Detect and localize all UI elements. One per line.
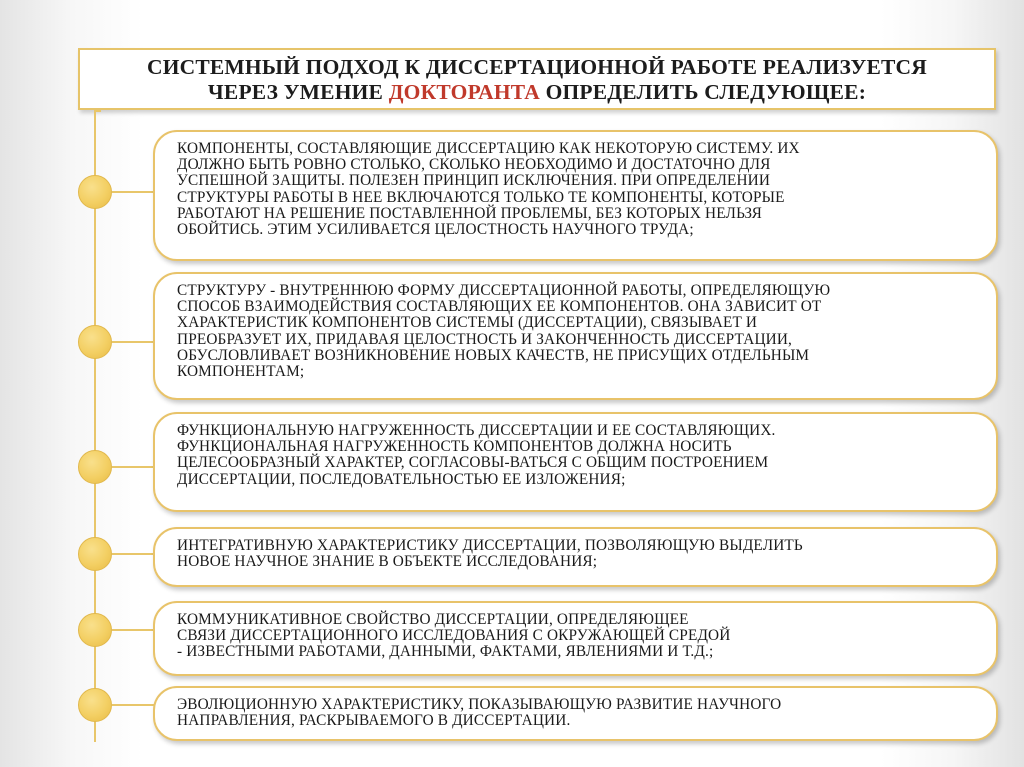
item-1-line-2: ДОЛЖНО БЫТЬ РОВНО СТОЛЬКО, СКОЛЬКО НЕОБХОДИМО И ДОСТАТОЧНО ДЛЯ: [177, 156, 771, 174]
bullet-node-4: [78, 537, 112, 571]
item-6-line-2: НАПРАВЛЕНИЯ, РАСКРЫВАЕМОГО В ДИССЕРТАЦИИ.: [177, 712, 571, 730]
item-box-6: [153, 686, 998, 741]
item-5-line-1: КОММУНИКАТИВНОЕ СВОЙСТВО ДИССЕРТАЦИИ, ОПРЕДЕЛЯЮЩЕЕ: [177, 611, 689, 628]
timeline-top-stub: [95, 110, 101, 112]
item-2-line-5: ОБУСЛОВЛИВАЕТ ВОЗНИКНОВЕНИЕ НОВЫХ КАЧЕСТВ, НЕ ПРИСУЩИХ ОТДЕЛЬНЫМ: [177, 346, 810, 364]
item-4-line-2: НОВОЕ НАУЧНОЕ ЗНАНИЕ В ОБЪЕКТЕ ИССЛЕДОВАНИЯ;: [177, 553, 598, 571]
item-2-line-3: ХАРАКТЕРИСТИК КОМПОНЕНТОВ СИСТЕМЫ (ДИССЕРТАЦИИ), СВЯЗЫВАЕТ И: [177, 314, 758, 332]
item-box-2: [153, 272, 998, 400]
item-1-line-1: КОМПОНЕНТЫ, СОСТАВЛЯЮЩИЕ ДИССЕРТАЦИЮ КАК НЕКОТОРУЮ СИСТЕМУ. ИХ: [177, 140, 800, 157]
item-2-line-2: СПОСОБ ВЗАИМОДЕЙСТВИЯ СОСТАВЛЯЮЩИХ ЕЕ КОМПОНЕНТОВ. ОНА ЗАВИСИТ ОТ: [177, 298, 822, 316]
connector-6: [112, 704, 156, 706]
bullet-node-2: [78, 325, 112, 359]
title-line-2: [80, 80, 994, 105]
bullet-node-1: [78, 175, 112, 209]
title-line-2-end: ОПРЕДЕЛИТЬ СЛЕДУЮЩЕЕ:: [540, 80, 867, 104]
item-3-line-3: ЦЕЛЕСООБРАЗНЫЙ ХАРАКТЕР, СОГЛАСОВЫ-ВАТЬСЯ С ОБЩИМ ПОСТРОЕНИЕМ: [177, 454, 769, 472]
connector-4: [112, 553, 156, 555]
item-box-3: [153, 412, 998, 512]
title-box: [78, 48, 996, 110]
item-4-line-1: ИНТЕГРАТИВНУЮ ХАРАКТЕРИСТИКУ ДИССЕРТАЦИИ, ПОЗВОЛЯЮЩУЮ ВЫДЕЛИТЬ: [177, 537, 803, 554]
item-2-line-1: СТРУКТУРУ - ВНУТРЕННЮЮ ФОРМУ ДИССЕРТАЦИОННОЙ РАБОТЫ, ОПРЕДЕЛЯЮЩУЮ: [177, 282, 831, 299]
item-3-line-4: ДИССЕРТАЦИИ, ПОСЛЕДОВАТЕЛЬНОСТЬЮ ЕЕ ИЗЛОЖЕНИЯ;: [177, 470, 626, 488]
title-line-2-start: ЧЕРЕЗ УМЕНИЕ: [207, 80, 389, 104]
item-2-line-4: ПРЕОБРАЗУЕТ ИХ, ПРИДАВАЯ ЦЕЛОСТНОСТЬ И ЗАКОНЧЕННОСТЬ ДИССЕРТАЦИИ,: [177, 330, 793, 348]
item-3-line-1: ФУНКЦИОНАЛЬНУЮ НАГРУЖЕННОСТЬ ДИССЕРТАЦИИ И ЕЕ СОСТАВЛЯЮЩИХ.: [177, 422, 776, 439]
connector-2: [112, 341, 156, 343]
connector-3: [112, 466, 156, 468]
connector-1: [112, 191, 156, 193]
bullet-node-6: [78, 688, 112, 722]
item-1-line-3: УСПЕШНОЙ ЗАЩИТЫ. ПОЛЕЗЕН ПРИНЦИП ИСКЛЮЧЕНИЯ. ПРИ ОПРЕДЕЛЕНИИ: [177, 172, 771, 190]
item-6-line-1: ЭВОЛЮЦИОННУЮ ХАРАКТЕРИСТИКУ, ПОКАЗЫВАЮЩУЮ РАЗВИТИЕ НАУЧНОГО: [177, 696, 782, 713]
title-accent-word: ДОКТОРАНТА: [388, 80, 541, 104]
item-2-line-6: КОМПОНЕНТАМ;: [177, 363, 305, 381]
item-5-line-3: - ИЗВЕСТНЫМИ РАБОТАМИ, ДАННЫМИ, ФАКТАМИ, ЯВЛЕНИЯМИ И Т.Д.;: [177, 643, 714, 661]
item-box-5: [153, 601, 998, 676]
item-5-line-2: СВЯЗИ ДИССЕРТАЦИОННОГО ИССЛЕДОВАНИЯ С ОКРУЖАЮЩЕЙ СРЕДОЙ: [177, 627, 731, 645]
item-box-1: [153, 130, 998, 261]
item-1-line-5: РАБОТАЮТ НА РЕШЕНИЕ ПОСТАВЛЕННОЙ ПРОБЛЕМЫ, БЕЗ КОТОРЫХ НЕЛЬЗЯ: [177, 204, 763, 222]
item-1-line-6: ОБОЙТИСЬ. ЭТИМ УСИЛИВАЕТСЯ ЦЕЛОСТНОСТЬ НАУЧНОГО ТРУДА;: [177, 221, 694, 239]
item-box-4: [153, 527, 998, 587]
item-3-line-2: ФУНКЦИОНАЛЬНАЯ НАГРУЖЕННОСТЬ КОМПОНЕНТОВ ДОЛЖНА НОСИТЬ: [177, 438, 732, 456]
item-1-line-4: СТРУКТУРЫ РАБОТЫ В НЕЕ ВКЛЮЧАЮТСЯ ТОЛЬКО ТЕ КОМПОНЕНТЫ, КОТОРЫЕ: [177, 188, 785, 206]
title-line-1: СИСТЕМНЫЙ ПОДХОД К ДИССЕРТАЦИОННОЙ РАБОТЕ РЕАЛИЗУЕТСЯ: [146, 55, 928, 79]
connector-5: [112, 629, 156, 631]
bullet-node-3: [78, 450, 112, 484]
bullet-node-5: [78, 613, 112, 647]
